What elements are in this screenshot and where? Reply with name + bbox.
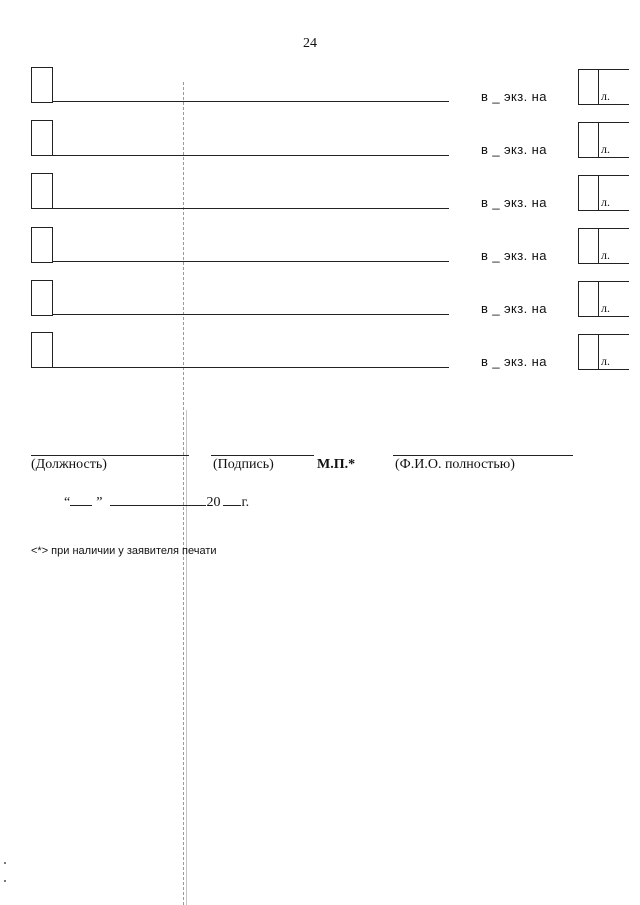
row-2-checkbox[interactable] [31,120,53,156]
month-field[interactable] [110,493,206,506]
row-6-checkbox[interactable] [31,332,53,368]
row-5-checkbox[interactable] [31,280,53,316]
row-4-line[interactable] [53,261,449,262]
row-3-sheets-box[interactable] [598,175,629,211]
date-line [64,493,249,511]
day-field[interactable] [70,493,92,506]
position-label: (Должность) [31,457,107,472]
row-1-text: в _ экз. на [481,89,547,104]
year-prefix: 20 [206,495,221,510]
row-2-sheets-box[interactable] [598,122,629,158]
row-4-unit: л. [601,248,610,262]
footnote: <*> при наличии у заявителя печати [31,545,217,557]
scan-mark [4,862,6,864]
row-2-line[interactable] [53,155,449,156]
row-6-unit: л. [601,354,610,368]
row-6-line[interactable] [53,367,449,368]
row-5-line[interactable] [53,314,449,315]
row-2-text: в _ экз. на [481,142,547,157]
signature-line[interactable] [211,455,314,456]
row-3-unit: л. [601,195,610,209]
signature-label: (Подпись) [213,457,274,472]
row-3-line[interactable] [53,208,449,209]
row-1-checkbox[interactable] [31,67,53,103]
date-open-quote: “ [64,495,71,510]
row-1-copies-box[interactable] [578,69,600,105]
position-line[interactable] [31,455,189,456]
fold-line-secondary [186,410,187,905]
date-close-quote: ” [96,495,103,510]
row-3-copies-box[interactable] [578,175,600,211]
name-line[interactable] [393,455,573,456]
row-5-unit: л. [601,301,610,315]
page-number: 24 [303,36,317,51]
row-6-copies-box[interactable] [578,334,600,370]
row-4-checkbox[interactable] [31,227,53,263]
row-6-sheets-box[interactable] [598,334,629,370]
year-field[interactable] [223,493,241,506]
row-3-text: в _ экз. на [481,195,547,210]
row-4-text: в _ экз. на [481,248,547,263]
name-label: (Ф.И.О. полностью) [395,457,515,472]
row-5-copies-box[interactable] [578,281,600,317]
row-4-copies-box[interactable] [578,228,600,264]
year-suffix: г. [241,495,250,510]
row-1-unit: л. [601,89,610,103]
row-3-checkbox[interactable] [31,173,53,209]
row-1-sheets-box[interactable] [598,69,629,105]
row-1-line[interactable] [53,101,449,102]
row-2-copies-box[interactable] [578,122,600,158]
scan-mark [4,880,6,882]
row-5-sheets-box[interactable] [598,281,629,317]
row-4-sheets-box[interactable] [598,228,629,264]
row-6-text: в _ экз. на [481,354,547,369]
row-5-text: в _ экз. на [481,301,547,316]
row-2-unit: л. [601,142,610,156]
stamp-label: М.П.* [317,457,356,472]
